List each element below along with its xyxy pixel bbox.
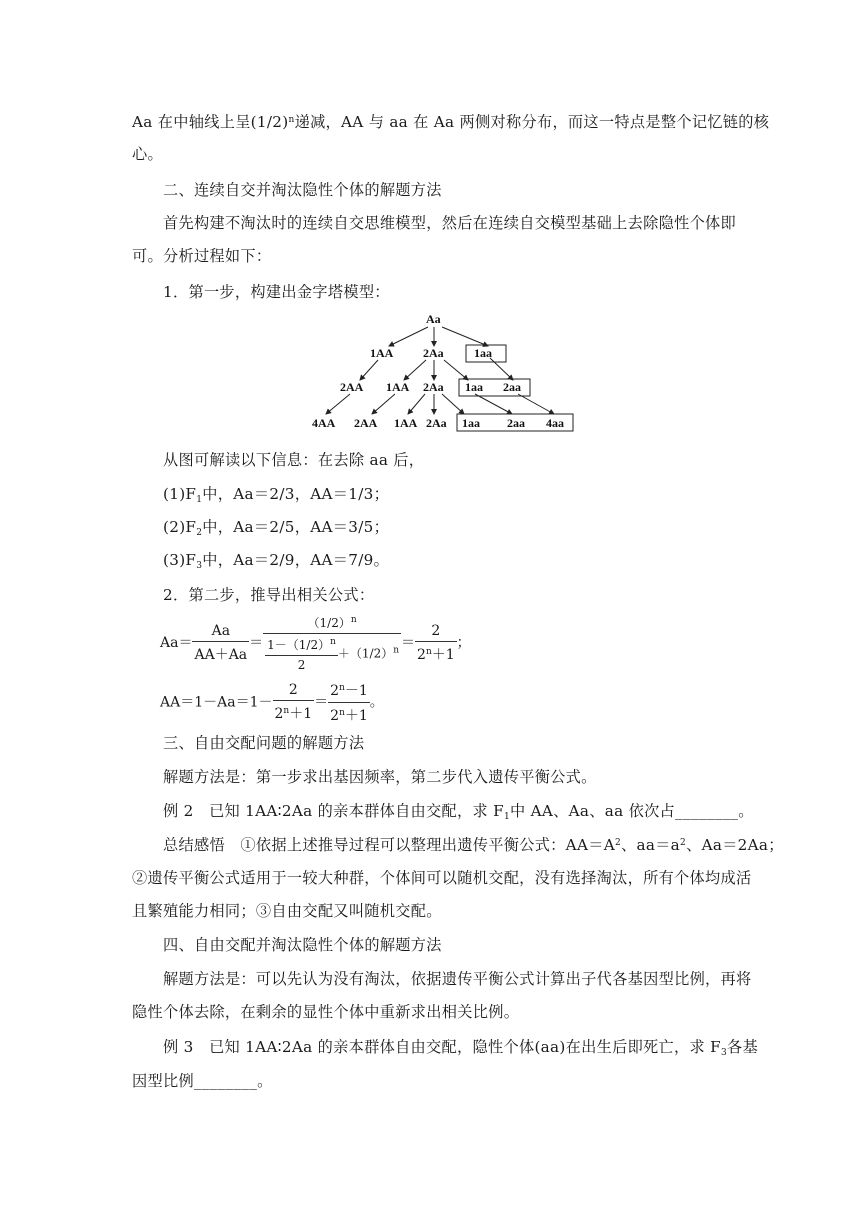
example-line: 例 3 已知 1AA∶2Aa 的亲本群体自由交配，隐性个体(aa)在出生后即死亡，求 $F_3$各基 bbox=[163, 1038, 758, 1058]
section-heading: 三、自由交配问题的解题方法 bbox=[163, 734, 365, 752]
summary-line: 总结感悟 ①依据上述推导过程可以整理出遗传平衡公式：$AA=A^2$、$aa=a^2$、Aa＝2Aa； bbox=[163, 836, 784, 854]
paragraph-line: 隐性个体去除，在剩余的显性个体中重新求出相关比例。 bbox=[132, 1003, 520, 1021]
node: 2AA bbox=[354, 416, 378, 430]
node-aa: Aa bbox=[426, 312, 441, 326]
summary-line: ②遗传平衡公式适用于一较大种群，个体间可以随机交配，没有选择淘汰，所有个体均成活 bbox=[132, 869, 752, 887]
summary-line: 且繁殖能力相同；③自由交配又叫随机交配。 bbox=[132, 902, 442, 920]
example-line: 例 2 已知 1AA∶2Aa 的亲本群体自由交配，求 $F_1$中 AA、Aa、aa 依次占________。 bbox=[163, 802, 754, 822]
formula-aa: Aa＝ $\frac{Aa}{AA+Aa}$ ＝ $(1/2)^n$ $\frac{1-(1/2)^n}{2}$ $+(1/2)^n$ ＝ $\frac{2}{2^n+1}$ ； bbox=[160, 615, 471, 672]
example-line: 因型比例________。 bbox=[132, 1072, 273, 1090]
section-heading: 二、连续自交并淘汰隐性个体的解题方法 bbox=[163, 181, 442, 199]
list-item: $(3)F_3$中，Aa＝2/9，AA＝7/9。 bbox=[163, 551, 390, 571]
paragraph-line: Aa 在中轴线上呈$(1/2)^n$递减，AA 与 aa 在 Aa 两侧对称分布，而这一特点是整个记忆链的核 bbox=[132, 113, 770, 131]
node: 1AA bbox=[394, 416, 418, 430]
pyramid-diagram bbox=[310, 310, 580, 434]
node: 2aa bbox=[507, 416, 525, 430]
paragraph-line: 解题方法是：第一步求出基因频率，第二步代入遗传平衡公式。 bbox=[163, 768, 597, 786]
formula-AA: AA＝1－Aa＝1－ $\frac{2}{2^n+1}$ ＝ $\frac{2^n-1}{2^n+1}$ 。 bbox=[160, 682, 384, 724]
paragraph-line: 从图可解读以下信息：在去除 aa 后， bbox=[163, 451, 425, 469]
node: 2Aa bbox=[423, 346, 444, 360]
list-item: $(1)F_1$中，Aa＝2/3，AA＝1/3； bbox=[163, 485, 390, 505]
step-heading: 2．第二步，推导出相关公式： bbox=[163, 586, 375, 604]
paragraph-line: 解题方法是：可以先认为没有淘汰，依据遗传平衡公式计算出子代各基因型比例，再将 bbox=[163, 970, 752, 988]
node: 4AA bbox=[312, 416, 336, 430]
node: 1AA bbox=[370, 346, 394, 360]
paragraph-line: 心。 bbox=[132, 145, 163, 163]
node: 1AA bbox=[386, 380, 410, 394]
paragraph-line: 首先构建不淘汰时的连续自交思维模型，然后在连续自交模型基础上去除隐性个体即 bbox=[163, 214, 737, 232]
section-heading: 四、自由交配并淘汰隐性个体的解题方法 bbox=[163, 936, 442, 954]
node: 1aa bbox=[474, 346, 492, 360]
step-heading: 1．第一步，构建出金字塔模型： bbox=[163, 283, 390, 301]
node: 2Aa bbox=[426, 416, 447, 430]
node: 1aa bbox=[462, 416, 480, 430]
paragraph-line: 可。分析过程如下： bbox=[132, 247, 272, 265]
node: 2aa bbox=[503, 380, 521, 394]
node: 1aa bbox=[465, 380, 483, 394]
node: 2AA bbox=[340, 380, 364, 394]
node: 2Aa bbox=[423, 380, 444, 394]
node: 4aa bbox=[546, 416, 564, 430]
list-item: $(2)F_2$中，Aa＝2/5，AA＝3/5； bbox=[163, 518, 390, 538]
